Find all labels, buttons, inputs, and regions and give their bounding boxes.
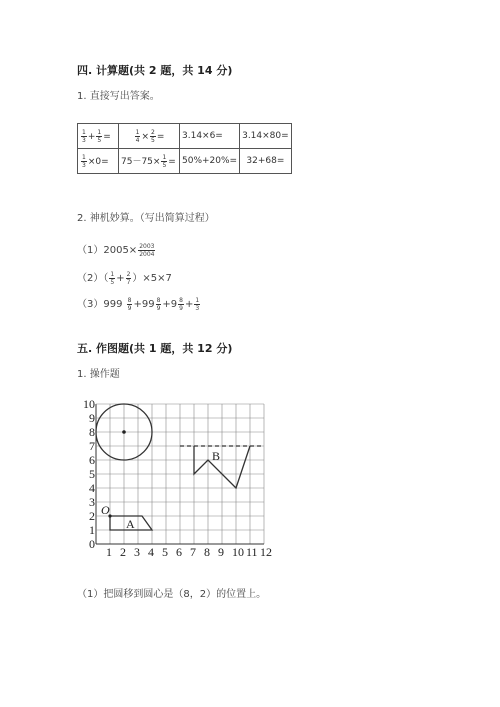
fraction xyxy=(178,297,184,312)
numerator: 8 xyxy=(127,296,132,304)
numerator: 2 xyxy=(126,270,131,278)
equals: = xyxy=(168,156,176,167)
x-tick-label: 12 xyxy=(260,545,272,559)
denominator: 3 xyxy=(195,304,200,312)
denominator: 5 xyxy=(151,136,155,144)
denominator: 5 xyxy=(110,278,115,286)
denominator: 5 xyxy=(162,161,167,169)
shape-b-label: B xyxy=(212,449,221,463)
x-tick-label: 4 xyxy=(148,545,154,559)
numerator: 8 xyxy=(156,296,161,304)
table-row xyxy=(78,124,292,149)
denominator: 5 xyxy=(97,136,102,144)
equals: = xyxy=(103,131,111,142)
circle-center-dot xyxy=(122,430,126,434)
y-tick-label: 9 xyxy=(89,411,95,425)
x-tick-label: 1 xyxy=(106,545,112,559)
y-tick-label: 5 xyxy=(89,467,95,481)
numerator: 1 xyxy=(195,296,200,304)
denominator: 9 xyxy=(127,304,132,312)
question-3-label: 1. 操作题 xyxy=(77,369,120,380)
y-tick-label: 2 xyxy=(89,509,95,523)
x-tick-label: 3 xyxy=(134,545,140,559)
denominator: 7 xyxy=(126,278,131,286)
denominator: 9 xyxy=(156,304,161,312)
numerator: 1 xyxy=(97,128,102,136)
calc-cell: 32+68= xyxy=(240,149,292,174)
calc-cell xyxy=(78,149,119,174)
fraction xyxy=(194,297,200,312)
y-tick-label: 10 xyxy=(83,397,95,411)
table-row xyxy=(78,149,292,174)
equals: = xyxy=(156,131,165,142)
calc-cell: 50%+20%= xyxy=(180,149,240,174)
operator: +9 xyxy=(162,299,178,310)
calc-cell xyxy=(78,124,119,149)
numerator: 1 xyxy=(82,128,86,136)
calc-cell: 3.14×80= xyxy=(240,124,292,149)
y-tick-label: 3 xyxy=(89,495,95,509)
denominator: 3 xyxy=(82,161,86,169)
instruction-text: （1）把圆移到圆心是（8，2）的位置上。 xyxy=(77,589,267,600)
denominator: 2004 xyxy=(139,250,155,258)
calc-table xyxy=(77,123,292,174)
question-1-label: 1. 直接写出答案。 xyxy=(77,91,160,102)
denominator: 9 xyxy=(179,304,183,312)
fraction xyxy=(138,243,155,258)
expression-prefix: （3）999 xyxy=(77,299,123,310)
fraction xyxy=(135,129,141,144)
expression-prefix: 75－75× xyxy=(121,156,161,167)
expression-prefix: （1）2005× xyxy=(77,245,138,256)
operator: + xyxy=(184,299,194,310)
x-tick-label: 9 xyxy=(218,545,224,559)
numerator: 1 xyxy=(135,128,140,136)
shape-a-label: A xyxy=(126,517,135,531)
calc-item-1 xyxy=(77,241,156,258)
fraction xyxy=(81,154,87,169)
y-tick-label: 6 xyxy=(89,453,95,467)
operator: + xyxy=(87,131,96,142)
y-tick-label: 4 xyxy=(89,481,95,495)
y-tick-label: 1 xyxy=(89,523,95,537)
grid-figure xyxy=(83,397,278,560)
fraction xyxy=(161,154,167,169)
y-tick-labels xyxy=(83,397,95,551)
numerator: 1 xyxy=(110,270,115,278)
section-4-title: 四. 计算题(共 2 题，共 14 分) xyxy=(77,64,233,77)
numerator: 2003 xyxy=(139,242,155,250)
operator: × xyxy=(141,131,149,142)
y-tick-label: 0 xyxy=(89,537,95,551)
y-tick-label: 8 xyxy=(89,425,95,439)
question-2-label: 2. 神机妙算。（写出简算过程） xyxy=(77,213,215,224)
x-tick-label: 7 xyxy=(190,545,196,559)
x-tick-label: 11 xyxy=(246,545,258,559)
calc-cell xyxy=(119,149,180,174)
operator: + xyxy=(116,273,125,284)
x-tick-label: 8 xyxy=(204,545,210,559)
calc-cell: 3.14×6= xyxy=(180,124,240,149)
numerator: 1 xyxy=(162,153,167,161)
section-5-title: 五. 作图题(共 1 题，共 12 分) xyxy=(77,342,233,355)
operator: +99 xyxy=(133,299,155,310)
x-tick-label: 2 xyxy=(120,545,126,559)
x-tick-label: 10 xyxy=(232,545,244,559)
calc-item-3 xyxy=(77,295,201,312)
numerator: 2 xyxy=(151,128,155,136)
coordinate-grid xyxy=(83,397,278,564)
numerator: 8 xyxy=(179,296,183,304)
fraction xyxy=(156,297,162,312)
fraction xyxy=(150,129,156,144)
calc-cell xyxy=(119,124,180,149)
numerator: 1 xyxy=(82,153,86,161)
x-tick-labels xyxy=(106,545,272,559)
expression-prefix: （2）（ xyxy=(77,273,109,284)
denominator: 3 xyxy=(82,136,86,144)
fraction xyxy=(127,297,133,312)
y-tick-label: 7 xyxy=(89,439,95,453)
x-tick-label: 6 xyxy=(176,545,182,559)
expression-suffix: ）×5×7 xyxy=(132,273,172,284)
fraction xyxy=(126,271,132,286)
x-tick-label: 5 xyxy=(162,545,168,559)
fraction xyxy=(96,129,102,144)
grid-lines xyxy=(96,404,264,544)
calc-item-2 xyxy=(77,269,172,286)
expression-rest: ×0= xyxy=(87,156,109,167)
origin-label: O xyxy=(101,503,110,517)
fraction xyxy=(81,129,87,144)
denominator: 4 xyxy=(135,136,140,144)
fraction xyxy=(109,271,115,286)
